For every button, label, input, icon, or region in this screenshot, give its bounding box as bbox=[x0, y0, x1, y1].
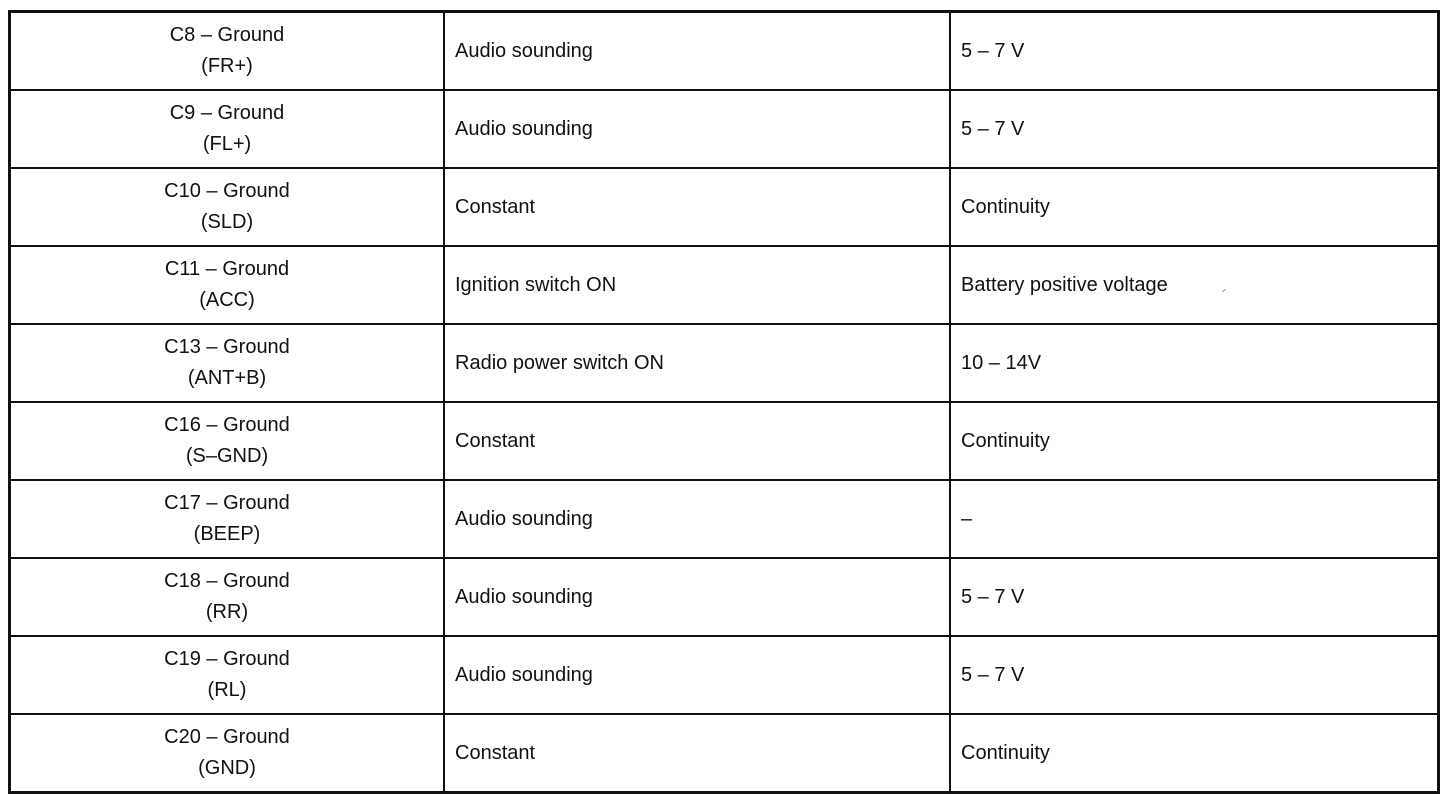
specification-cell: Continuity bbox=[950, 402, 1439, 480]
specification-cell: 10 – 14V bbox=[950, 324, 1439, 402]
terminal-cell bbox=[10, 402, 445, 480]
condition-cell: Constant bbox=[444, 402, 950, 480]
terminal-signal: (SLD) bbox=[200, 211, 254, 233]
terminal-name: C20 – Ground bbox=[164, 726, 290, 748]
terminal-name: C11 – Ground bbox=[164, 258, 290, 280]
terminal-cell bbox=[10, 12, 445, 91]
terminal-cell bbox=[10, 324, 445, 402]
terminal-name: C8 – Ground bbox=[169, 24, 285, 46]
table-row bbox=[10, 90, 1439, 168]
terminal-cell bbox=[10, 636, 445, 714]
terminal-name: C9 – Ground bbox=[169, 102, 285, 124]
condition-cell: Audio sounding bbox=[444, 90, 950, 168]
terminal-cell bbox=[10, 90, 445, 168]
table-row bbox=[10, 12, 1439, 91]
specification-cell: 5 – 7 V bbox=[950, 90, 1439, 168]
terminal-name: C16 – Ground bbox=[164, 414, 290, 436]
terminal-name: C10 – Ground bbox=[164, 180, 290, 202]
specification-cell: 5 – 7 V bbox=[950, 636, 1439, 714]
terminal-signal: (RR) bbox=[205, 601, 249, 623]
terminal-name: C18 – Ground bbox=[164, 570, 290, 592]
condition-cell: Radio power switch ON bbox=[444, 324, 950, 402]
terminal-cell bbox=[10, 558, 445, 636]
terminal-signal: (FR+) bbox=[201, 55, 253, 77]
table-row bbox=[10, 246, 1439, 324]
table-row bbox=[10, 402, 1439, 480]
condition-cell: Constant bbox=[444, 714, 950, 793]
condition-cell: Constant bbox=[444, 168, 950, 246]
specification-cell: 5 – 7 V bbox=[950, 12, 1439, 91]
condition-cell: Audio sounding bbox=[444, 558, 950, 636]
terminal-name: C13 – Ground bbox=[164, 336, 290, 358]
table-row bbox=[10, 636, 1439, 714]
terminal-cell bbox=[10, 168, 445, 246]
terminal-signal: (BEEP) bbox=[193, 523, 261, 545]
specification-cell: Continuity bbox=[950, 168, 1439, 246]
table-row bbox=[10, 324, 1439, 402]
specification-cell: Battery positive voltage bbox=[950, 246, 1439, 324]
table-row bbox=[10, 558, 1439, 636]
terminal-name: C19 – Ground bbox=[164, 648, 290, 670]
terminal-name: C17 – Ground bbox=[164, 492, 290, 514]
terminal-spec-table bbox=[8, 10, 1440, 794]
terminal-cell bbox=[10, 246, 445, 324]
specification-cell: – bbox=[950, 480, 1439, 558]
specification-cell: 5 – 7 V bbox=[950, 558, 1439, 636]
terminal-cell bbox=[10, 480, 445, 558]
condition-cell: Audio sounding bbox=[444, 12, 950, 91]
terminal-signal: (ACC) bbox=[199, 289, 255, 311]
terminal-signal: (GND) bbox=[198, 757, 256, 779]
terminal-signal: (S–GND) bbox=[185, 445, 269, 467]
table-row bbox=[10, 480, 1439, 558]
terminal-cell bbox=[10, 714, 445, 793]
terminal-spec-sheet bbox=[8, 10, 1440, 779]
table-row bbox=[10, 714, 1439, 793]
terminal-signal: (FL+) bbox=[202, 133, 252, 155]
terminal-signal: (RL) bbox=[207, 679, 247, 701]
terminal-signal: (ANT+B) bbox=[187, 367, 267, 389]
condition-cell: Audio sounding bbox=[444, 480, 950, 558]
table-row bbox=[10, 168, 1439, 246]
specification-cell: Continuity bbox=[950, 714, 1439, 793]
condition-cell: Audio sounding bbox=[444, 636, 950, 714]
condition-cell: Ignition switch ON bbox=[444, 246, 950, 324]
